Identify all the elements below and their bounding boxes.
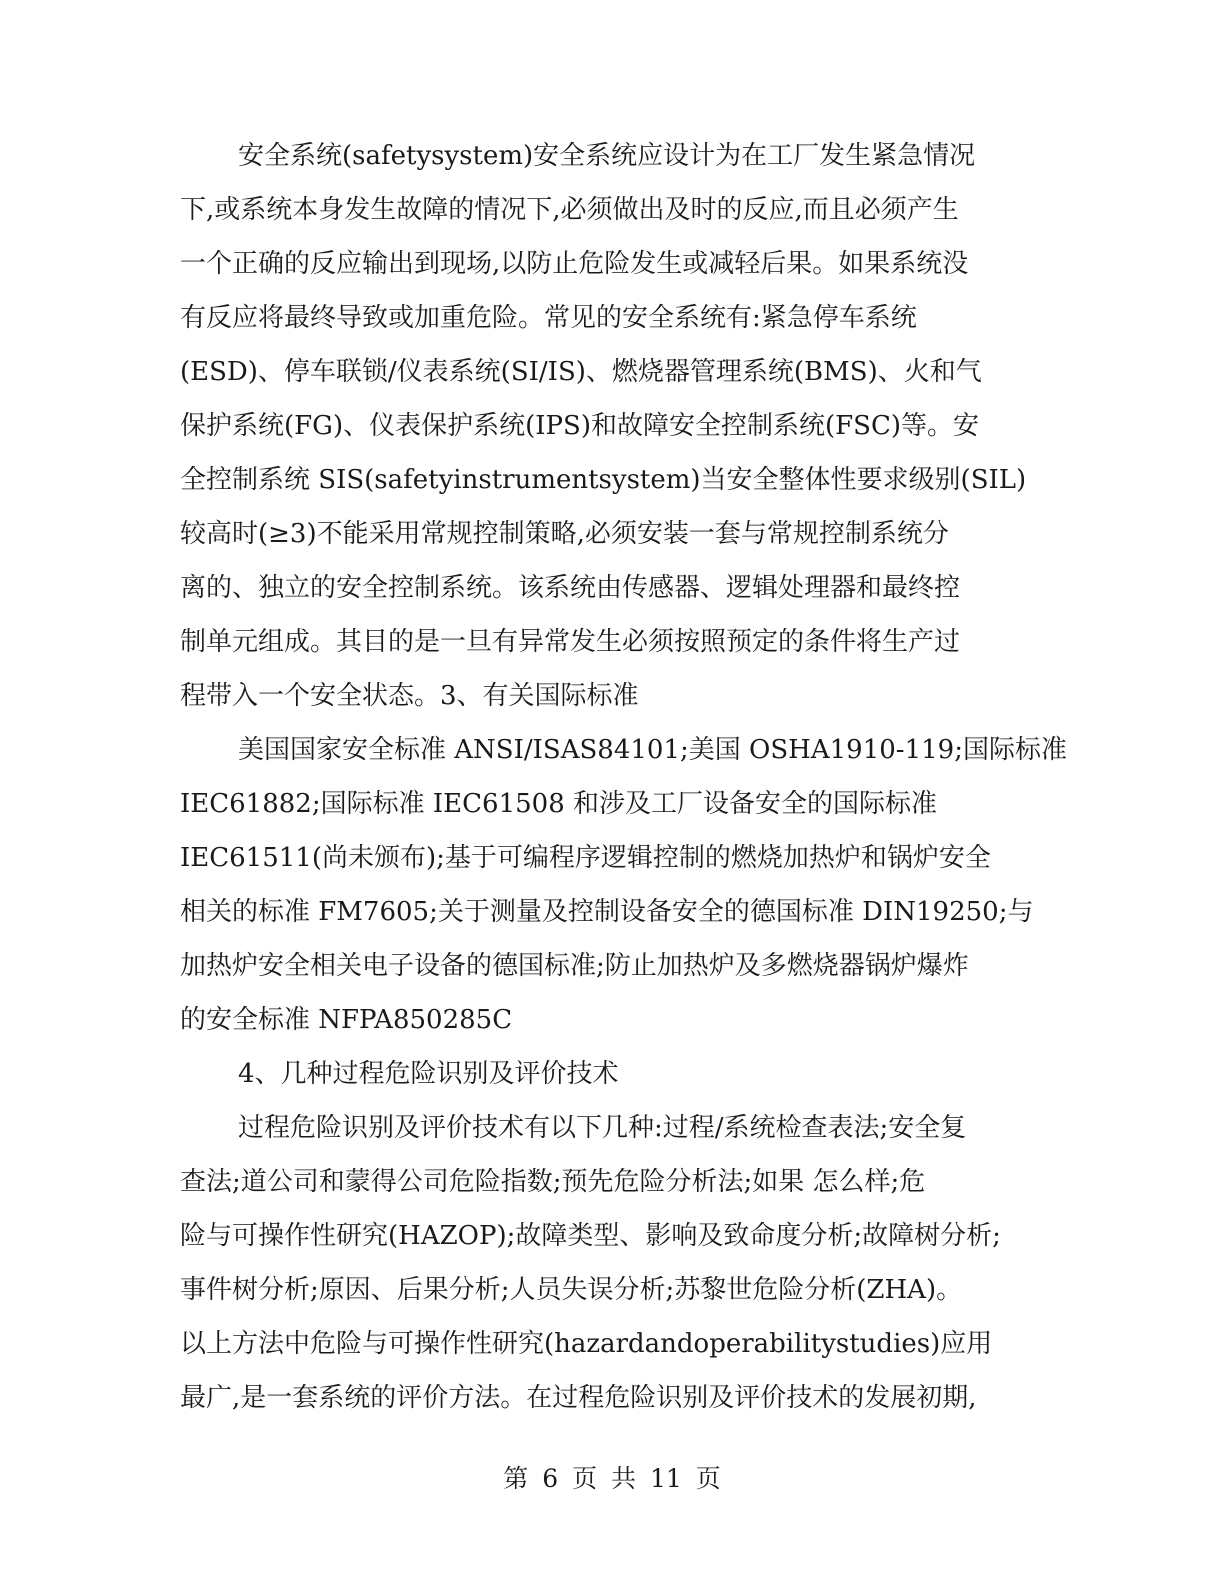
text-line: 较高时(≥3)不能采用常规控制策略,必须安装一套与常规控制系统分 [180,519,949,549]
section-heading: 4、几种过程危险识别及评价技术 [238,1059,619,1089]
page-number-footer: 第 6 页 共 11 页 [503,1464,721,1493]
text-line: 险与可操作性研究(HAZOP);故障类型、影响及致命度分析;故障树分析; [180,1221,1001,1251]
text-line: IEC61511(尚未颁布);基于可编程序逻辑控制的燃烧加热炉和锅炉安全 [180,843,991,873]
text-line: IEC61882;国际标准 IEC61508 和涉及工厂设备安全的国际标准 [180,789,937,819]
text-line: 一个正确的反应输出到现场,以防止危险发生或减轻后果。如果系统没 [180,249,969,279]
text-line: 美国国家安全标准 ANSI/ISAS84101;美国 OSHA1910-119;国际标准 [238,735,1067,765]
text-line: 加热炉安全相关电子设备的德国标准;防止加热炉及多燃烧器锅炉爆炸 [180,951,969,981]
text-line: (ESD)、停车联锁/仪表系统(SI/IS)、燃烧器管理系统(BMS)、火和气 [180,357,982,387]
text-line: 过程危险识别及评价技术有以下几种:过程/系统检查表法;安全复 [238,1113,967,1143]
text-line: 保护系统(FG)、仪表保护系统(IPS)和故障安全控制系统(FSC)等。安 [180,411,979,441]
text-line: 最广,是一套系统的评价方法。在过程危险识别及评价技术的发展初期, [180,1383,977,1413]
text-line: 事件树分析;原因、后果分析;人员失误分析;苏黎世危险分析(ZHA)。 [180,1275,963,1305]
text-line: 查法;道公司和蒙得公司危险指数;预先危险分析法;如果 怎么样;危 [180,1167,926,1197]
text-line: 安全系统(safetysystem)安全系统应设计为在工厂发生紧急情况 [238,141,976,171]
text-line: 程带入一个安全状态。3、有关国际标准 [180,681,639,711]
text-line: 有反应将最终导致或加重危险。常见的安全系统有:紧急停车系统 [180,303,917,333]
text-line: 的安全标准 NFPA850285C [180,1005,513,1035]
text-line: 全控制系统 SIS(safetyinstrumentsystem)当安全整体性要求级别(SIL) [180,465,1027,495]
text-line: 制单元组成。其目的是一旦有异常发生必须按照预定的条件将生产过 [180,627,961,657]
text-line: 以上方法中危险与可操作性研究(hazardandoperabilitystudies)应用 [180,1329,993,1359]
text-line: 下,或系统本身发生故障的情况下,必须做出及时的反应,而且必须产生 [180,195,959,225]
text-line: 相关的标准 FM7605;关于测量及控制设备安全的德国标准 DIN19250;与 [180,897,1034,927]
text-line: 离的、独立的安全控制系统。该系统由传感器、逻辑处理器和最终控 [180,573,961,603]
